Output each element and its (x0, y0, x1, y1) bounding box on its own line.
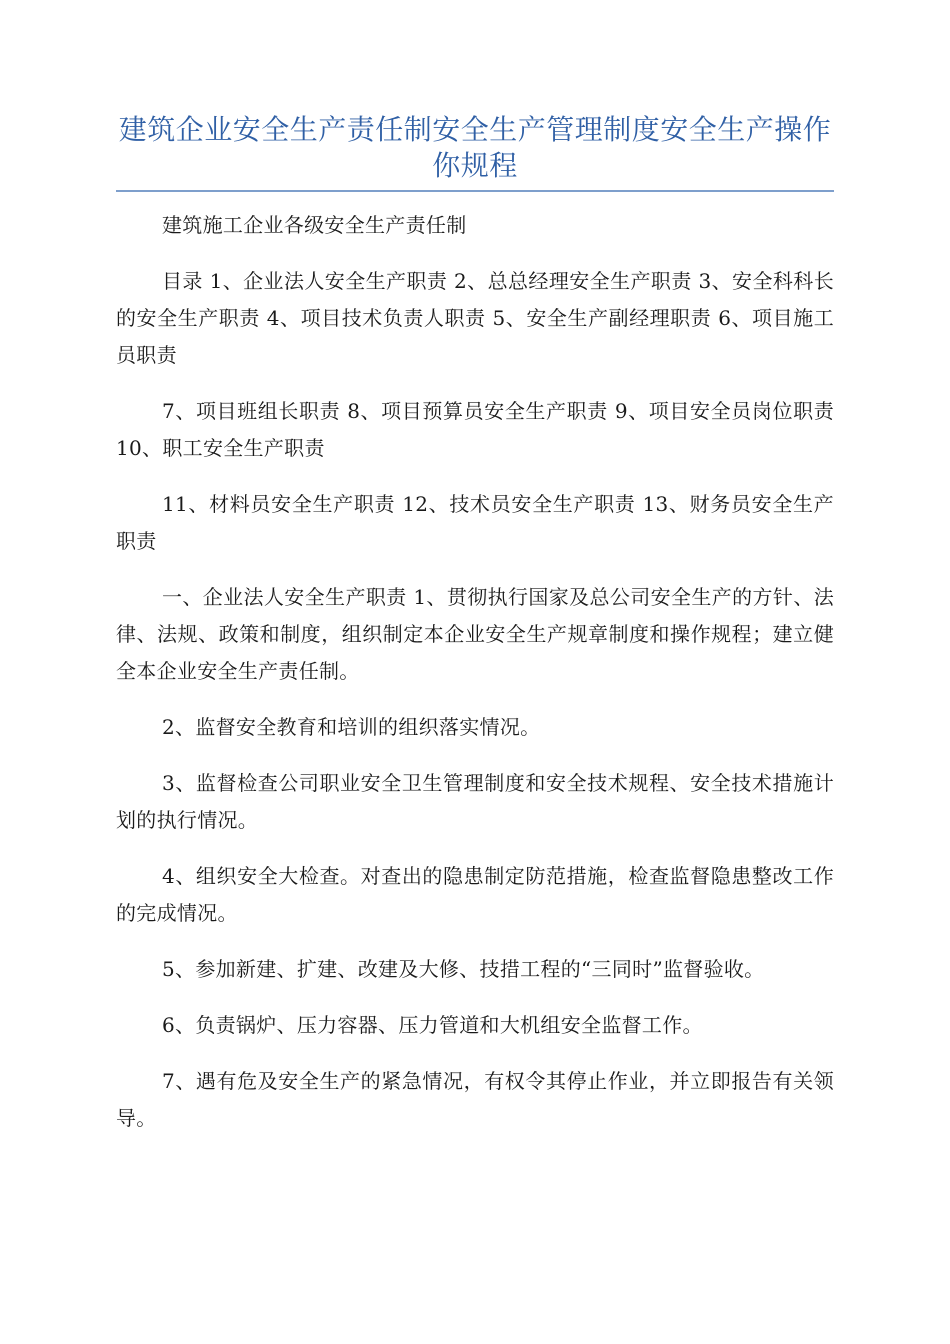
duty-paragraph-3: 3、监督检查公司职业安全卫生管理制度和安全技术规程、安全技术措施计划的执行情况。 (116, 771, 834, 832)
section-heading: 建筑施工企业各级安全生产责任制 (162, 213, 467, 237)
duty-paragraph-6: 6、负责锅炉、压力容器、压力管道和大机组安全监督工作。 (162, 1013, 703, 1037)
document-body (116, 207, 834, 1156)
duty-paragraph-5: 5、参加新建、扩建、改建及大修、技措工程的“三同时”监督验收。 (162, 957, 765, 981)
document-title: 建筑企业安全生产责任制安全生产管理制度安全生产操作你规程 (118, 113, 832, 182)
toc-paragraph-1: 目录 1、企业法人安全生产职责 2、总总经理安全生产职责 3、安全科科长的安全生产职责 4、项目技术负责人职责 5、安全生产副经理职责 6、项目施工员职责 (116, 269, 834, 367)
toc-paragraph-3: 11、材料员安全生产职责 12、技术员安全生产职责 13、财务员安全生产职责 (116, 492, 834, 553)
toc-paragraph-2: 7、项目班组长职责 8、项目预算员安全生产职责 9、项目安全员岗位职责 10、职工安全生产职责 (116, 399, 834, 460)
title-block (116, 112, 834, 192)
duty-paragraph-7: 7、遇有危及安全生产的紧急情况，有权令其停止作业，并立即报告有关领导。 (116, 1069, 834, 1130)
duty-paragraph-2: 2、监督安全教育和培训的组织落实情况。 (162, 715, 541, 739)
duty-paragraph-1: 一、企业法人安全生产职责 1、贯彻执行国家及总公司安全生产的方针、法律、法规、政策和制度，组织制定本企业安全生产规章制度和操作规程；建立健全本企业安全生产责任制。 (116, 585, 834, 683)
duty-paragraph-4: 4、组织安全大检查。对查出的隐患制定防范措施，检查监督隐患整改工作的完成情况。 (116, 864, 834, 925)
title-underline (116, 190, 834, 192)
